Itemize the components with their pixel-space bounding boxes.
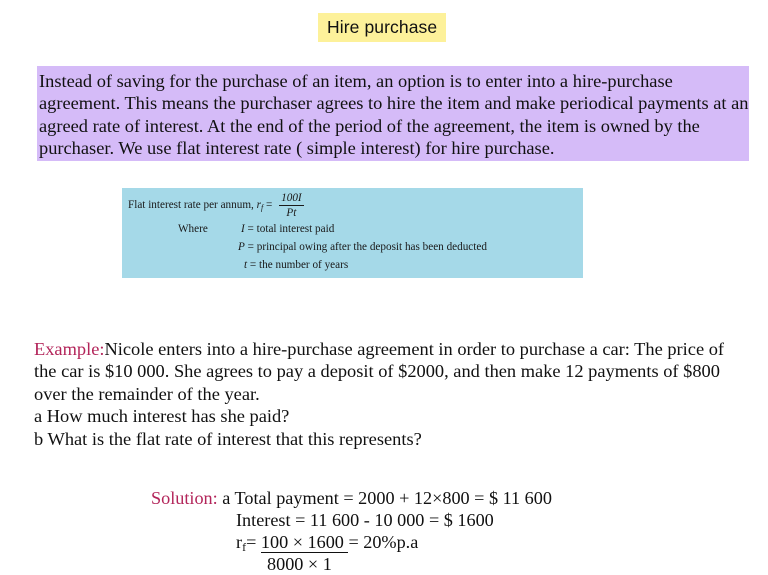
total-payment: a Total payment = 2000 + 12×800 = $ 11 600 [217, 488, 552, 508]
definition-var: I [241, 223, 245, 235]
definition-text: = the number of years [249, 259, 349, 271]
definition-row [244, 259, 348, 271]
intro-line: purchaser. We use flat interest rate ( simple interest) for hire purchase. [39, 137, 555, 158]
rate-equals: = [246, 532, 261, 552]
example-line: the car is $10 000. She agrees to pay a deposit of $2000, and then make 12 payments of $800 [34, 361, 720, 382]
intro-line: Instead of saving for the purchase of an item, an option is to enter into a hire-purchase [39, 71, 673, 91]
definition-var: P [238, 241, 245, 253]
definition-row [241, 223, 334, 235]
definition-text: = total interest paid [247, 223, 335, 235]
rate-denominator: 8000 × 1 [267, 554, 332, 574]
formula-label: Flat interest rate per annum, [128, 199, 254, 212]
example-question-b: b What is the flat rate of interest that this represents? [34, 428, 422, 449]
intro-line: agreed rate of interest. At the end of the period of the agreement, the item is owned by the [39, 115, 700, 136]
page-title: Hire purchase [327, 17, 438, 37]
title-banner [318, 13, 446, 42]
example-label: Example: [34, 339, 105, 359]
definition-text: = principal owing after the deposit has been deducted [247, 241, 487, 253]
formula-definition [128, 192, 304, 219]
example-line: Nicole enters into a hire-purchase agreement in order to purchase a car: The price of [104, 339, 725, 359]
solution-line-1 [151, 487, 552, 509]
formula-fraction [279, 192, 304, 219]
formula-box [122, 188, 583, 278]
example-paragraph [34, 338, 754, 450]
solution-label: Solution: [151, 488, 218, 508]
definition-var: t [244, 259, 248, 271]
formula-symbol: r [256, 199, 261, 212]
formula-symbol-sub: f [260, 203, 264, 213]
rate-symbol-sub: f [242, 540, 247, 554]
example-line: over the remainder of the year. [34, 383, 260, 404]
intro-line: agreement. This means the purchaser agrees to hire the item and make periodical payments at an [39, 93, 749, 114]
interest-line: Interest = 11 600 - 10 000 = $ 1600 [236, 510, 494, 530]
formula-denominator: Pt [286, 207, 297, 219]
intro-box [37, 66, 749, 161]
where-label: Where [178, 223, 208, 235]
rate-symbol: r [236, 532, 243, 552]
formula-equals: = [266, 199, 273, 212]
intro-paragraph [39, 70, 749, 159]
formula-numerator: 100I [281, 192, 302, 204]
definition-row [238, 241, 487, 253]
rate-numerator: 100 × 1600 [260, 532, 349, 552]
rate-result: = 20%p.a [348, 532, 419, 552]
example-question-a: a How much interest has she paid? [34, 406, 290, 427]
